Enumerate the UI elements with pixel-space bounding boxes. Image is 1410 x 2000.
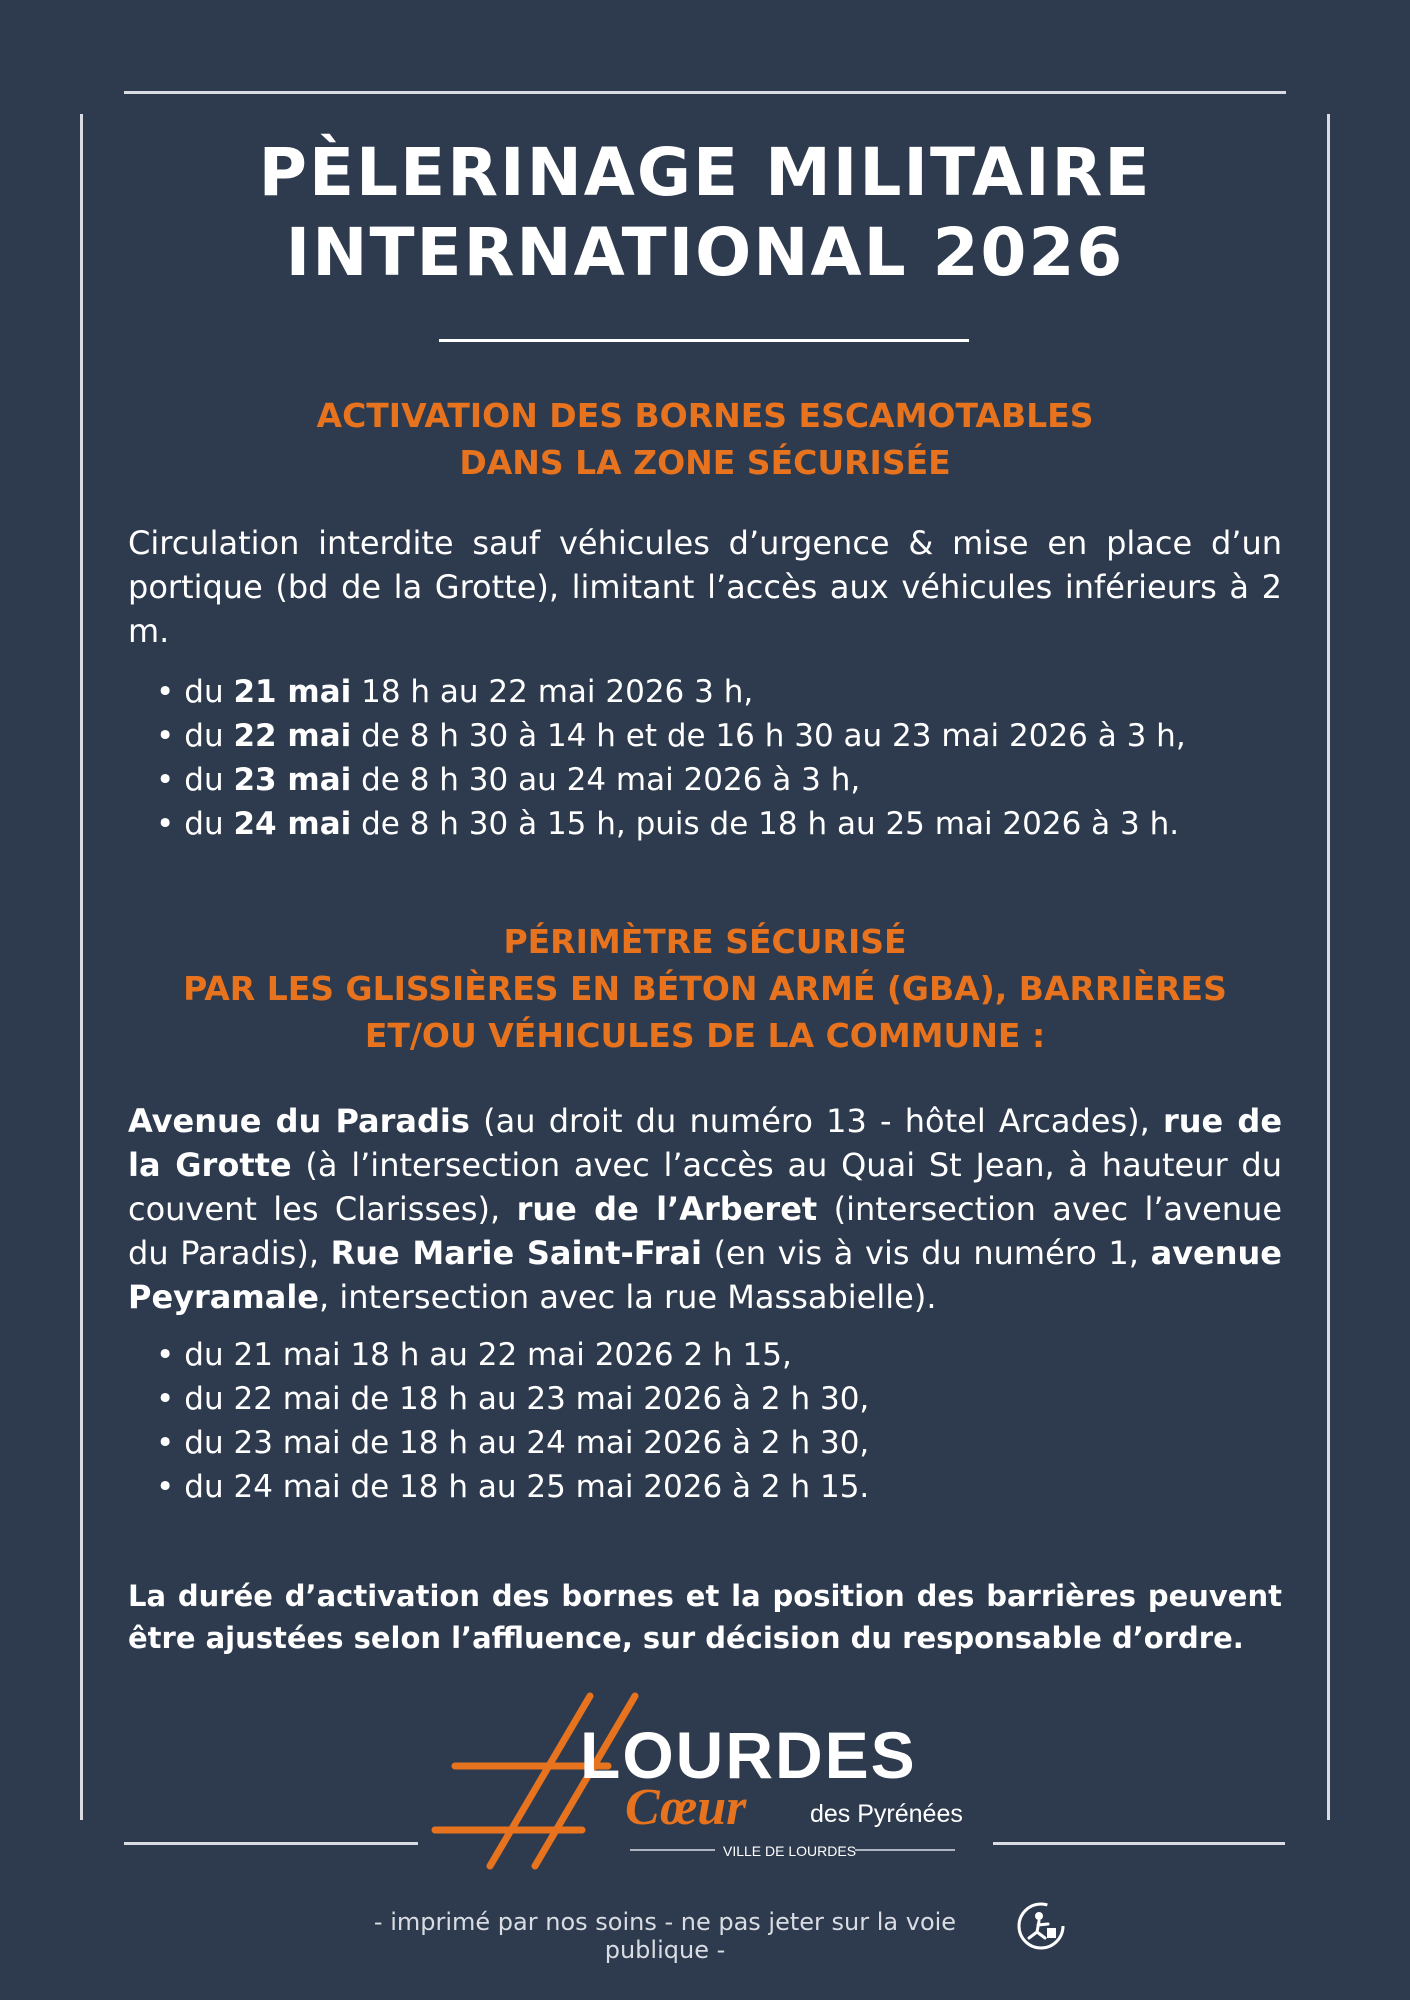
frame-top-line <box>124 91 1286 94</box>
section-1-heading-line-1: ACTIVATION DES BORNES ESCAMOTABLES <box>316 396 1094 435</box>
adjustment-note: La durée d’activation des bornes et la position des barrières peuvent être ajustées selon l’affluence, sur décision du responsable d’ordre. <box>128 1579 1282 1655</box>
title-line-2: INTERNATIONAL 2026 <box>285 214 1125 291</box>
logo-script: Cœur <box>625 1779 747 1836</box>
schedule-item: • du 23 mai de 18 h au 24 mai 2026 à 2 h 30, <box>156 1425 870 1461</box>
schedule-item: • du 21 mai 18 h au 22 mai 2026 3 h, <box>156 674 754 710</box>
street-name: rue de la Grotte <box>128 1102 1283 1184</box>
section-2-heading <box>128 918 1282 1059</box>
section-1-schedule <box>128 670 1310 846</box>
street-name: Avenue du Paradis <box>128 1102 470 1140</box>
section-2-heading-line-2: PAR LES GLISSIÈRES EN BÉTON ARMÉ (GBA), BARRIÈRES <box>183 969 1227 1008</box>
title-line-1: PÈLERINAGE MILITAIRE <box>258 134 1152 211</box>
schedule-item: • du 24 mai de 8 h 30 à 15 h, puis de 18 h au 25 mai 2026 à 3 h. <box>156 806 1180 842</box>
logo-tagline: des Pyrénées <box>810 1800 963 1828</box>
schedule-item: • du 22 mai de 18 h au 23 mai 2026 à 2 h 30, <box>156 1381 870 1417</box>
schedule-item: • du 24 mai de 18 h au 25 mai 2026 à 2 h 15. <box>156 1469 870 1505</box>
section-1-intro: Circulation interdite sauf véhicules d’urgence & mise en place d’un portique (bd de la Grotte), limitant l’accès aux véhicules inférieurs à 2 m. <box>128 524 1282 650</box>
page-title <box>128 133 1282 293</box>
frame-left-line <box>80 114 83 1820</box>
schedule-item: • du 22 mai de 8 h 30 à 14 h et de 16 h 30 au 23 mai 2026 à 3 h, <box>156 718 1186 754</box>
schedule-item: • du 23 mai de 8 h 30 au 24 mai 2026 à 3 h, <box>156 762 861 798</box>
section-2-schedule <box>128 1333 1310 1509</box>
street-name: avenue Peyramale <box>128 1234 1282 1316</box>
frame-bottom-left-line <box>124 1842 418 1845</box>
recycling-mark-icon <box>1015 1900 1067 1952</box>
title-divider <box>439 339 969 342</box>
section-2-heading-line-1: PÉRIMÈTRE SÉCURISÉ <box>503 922 907 961</box>
section-2-heading-line-3: ET/OU VÉHICULES DE LA COMMUNE : <box>364 1016 1046 1055</box>
section-1-heading-line-2: DANS LA ZONE SÉCURISÉE <box>459 443 951 482</box>
footer-note: - imprimé par nos soins - ne pas jeter sur la voie publique - <box>373 1908 957 1964</box>
frame-bottom-right-line <box>993 1842 1285 1845</box>
street-name: Rue Marie Saint-Frai <box>330 1234 702 1272</box>
schedule-item: • du 21 mai 18 h au 22 mai 2026 2 h 15, <box>156 1337 792 1373</box>
logo-name: LOURDES <box>580 1718 917 1792</box>
street-name: rue de l’Arberet <box>516 1190 818 1228</box>
logo-subtitle: VILLE DE LOURDES <box>723 1843 857 1859</box>
lourdes-logo <box>430 1688 990 1876</box>
section-1-heading <box>128 392 1282 486</box>
section-2-intro: Avenue du Paradis (au droit du numéro 13 - hôtel Arcades), rue de la Grotte (à l’intersection avec l’accès au Quai St Jean, à hauteur du couvent les Clarisses), rue de l’Arberet (intersection avec l’avenue du Paradis), Rue Marie Saint-Frai (en vis à vis du numéro 1, avenue Peyramale, intersection avec la rue Massabielle). <box>128 1102 1283 1316</box>
frame-right-line <box>1327 114 1330 1820</box>
